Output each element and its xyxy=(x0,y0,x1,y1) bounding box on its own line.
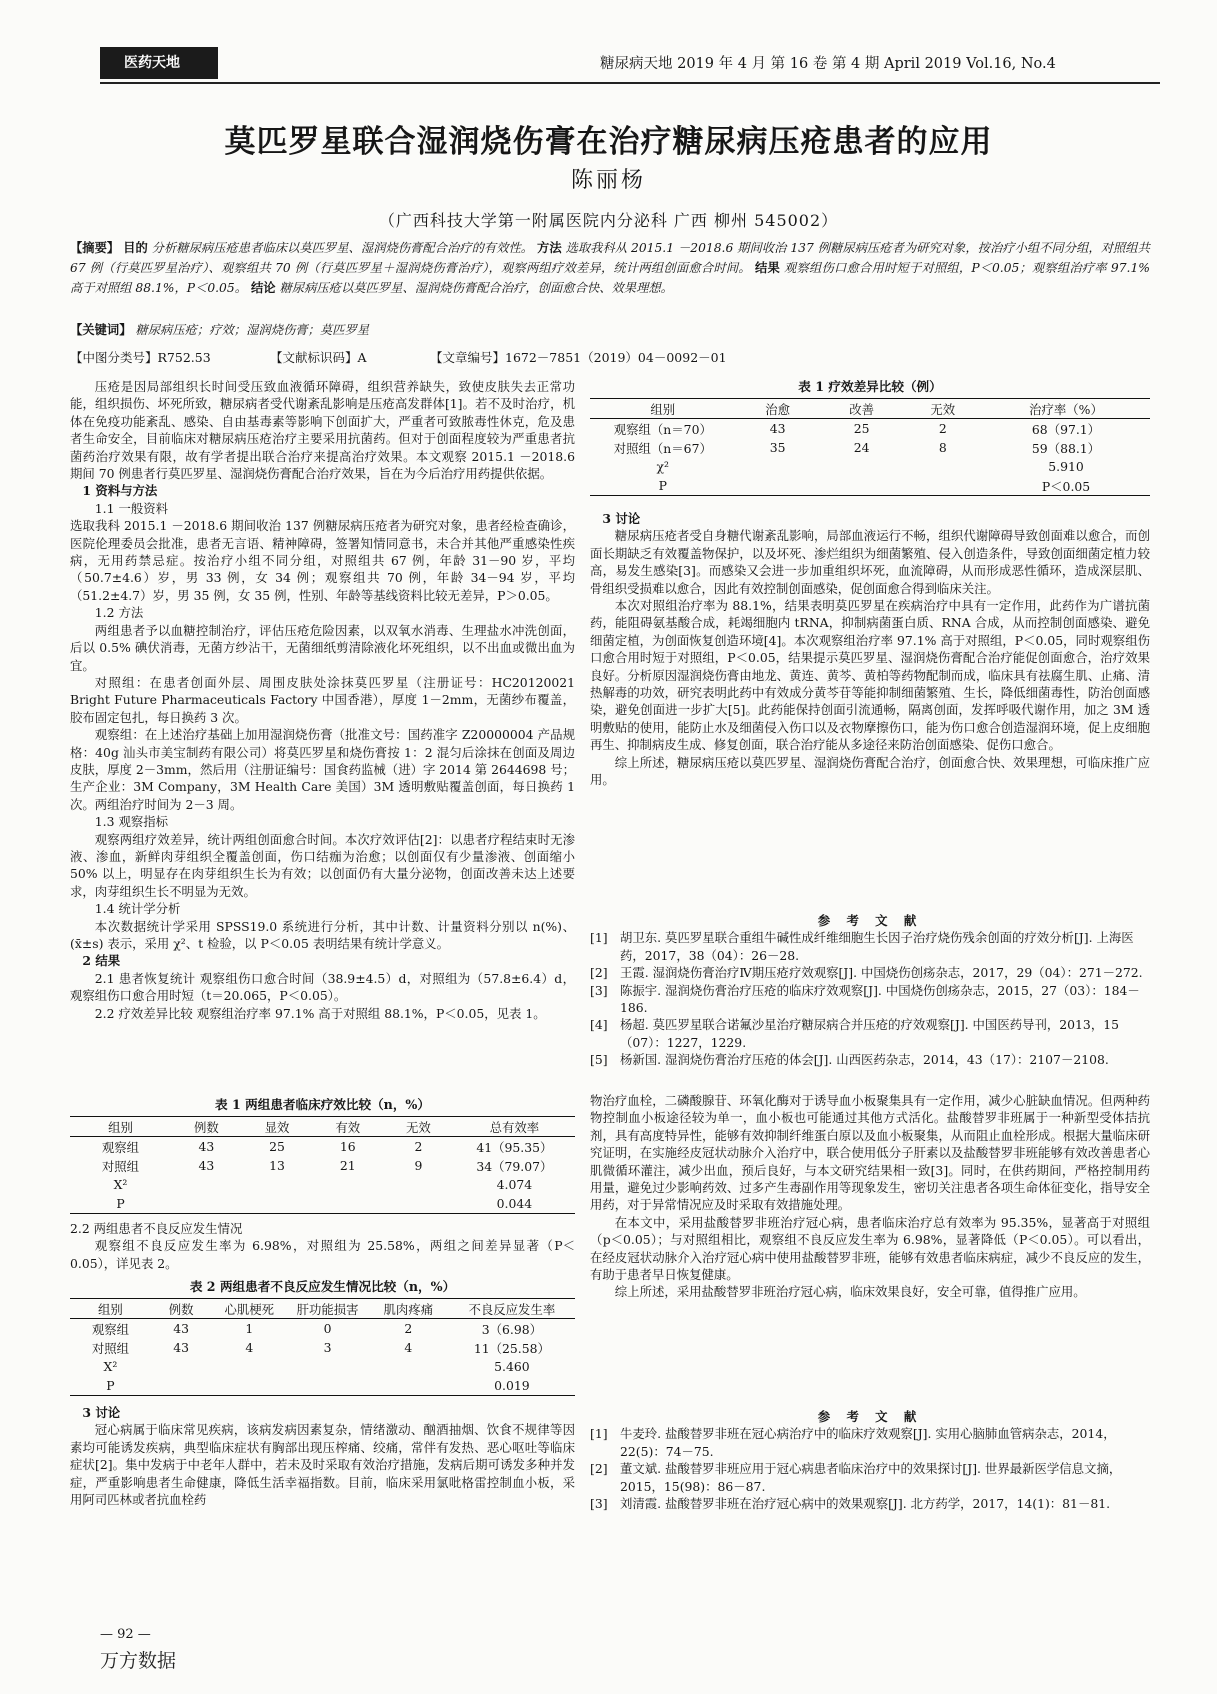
table-cell: 21 xyxy=(339,1158,356,1173)
table-cell: 8 xyxy=(938,440,947,455)
table-cell: 观察组（n＝70） xyxy=(613,421,712,437)
left-column-discussion xyxy=(70,1404,575,1508)
table-cell: 对照组（n＝67） xyxy=(613,440,712,456)
paragraph: 1.1 一般资料 xyxy=(94,500,169,516)
table-row xyxy=(590,476,1150,496)
reference-text: 陈振宇. 湿润烧伤膏治疗压疮的临床疗效观察[J]. 中国烧伤创疡杂志，2015，27（03）：184－186. xyxy=(620,982,1140,1016)
table-cell: P xyxy=(70,1376,151,1396)
table-header-cell: 不良反应发生率 xyxy=(449,1299,575,1319)
paragraph: 1.2 方法 xyxy=(94,605,144,621)
table-adverse-reactions-grid xyxy=(70,1298,575,1396)
table-cell: 43 xyxy=(173,1321,189,1336)
reference-text: 胡卫东. 莫匹罗星联合重组牛碱性成纤维细胞生长因子治疗烧伤残余创面的疗效分析[J]. 上海医药，2017，38（04）：26－28. xyxy=(620,930,1134,963)
table-cell: 43 xyxy=(769,421,786,436)
paragraph: 观察组不良反应发生率为 6.98%，对照组为 25.58%，两组之间差异显著（P＜0.05），详见表 2。 xyxy=(70,1238,575,1271)
table-header-row xyxy=(70,1299,575,1319)
reference-item xyxy=(590,1425,1150,1460)
table-cell: 41（95.35） xyxy=(476,1139,553,1155)
table-cell: 9 xyxy=(414,1158,423,1173)
paragraph: 两组患者予以血糖控制治疗，评估压疮危险因素，以双氧水消毒、生理盐水冲洗创面，后以 0.5% 碘伏消毒，无菌方纱沾干，无菌细纸剪清除液化坏死组织，以不出血或微出血为宜。 xyxy=(70,622,575,673)
reference-text: 董文斌. 盐酸替罗非班应用于冠心病患者临床治疗中的效果探讨[J]. 世界最新医学信息文摘，2015，15(98)：86－87. xyxy=(620,1461,1122,1494)
reference-number: [2] xyxy=(590,965,608,981)
reference-number: [1] xyxy=(590,930,608,946)
table-efficacy-grid xyxy=(590,398,1150,496)
left-column-upper xyxy=(70,378,575,1022)
table-header-cell: 无效 xyxy=(904,399,982,419)
table-cell xyxy=(287,1357,368,1376)
abstract-label: 【摘要】 xyxy=(70,240,120,255)
reference-text: 杨新国. 湿润烧伤膏治疗压疮的体会[J]. 山西医药杂志，2014，43（17）：2107－2108. xyxy=(620,1052,1109,1068)
table-row xyxy=(70,1376,575,1396)
table-cell: 0.019 xyxy=(449,1376,575,1396)
abstract-method-label: 方法 xyxy=(537,240,562,255)
reference-text: 王霞. 湿润烧伤膏治疗Ⅳ期压疮疗效观察[J]. 中国烧伤创疡杂志，2017，29（04）：271－272. xyxy=(620,965,1143,981)
paragraph: 对照组：在患者创面外层、周围皮肤处涂抹莫匹罗星（注册证号：HC20120021 Bright Future Pharmaceuticals Factory 中国香港），厚度 1－2mm，无菌纱布覆盖，胶布固定包扎，每日换药 3 次。 xyxy=(70,674,575,725)
table-header-row xyxy=(70,1117,575,1137)
abstract-result-label: 结果 xyxy=(754,260,780,275)
table-cell xyxy=(736,457,820,476)
paragraph: 冠心病属于临床常见疾病，该病发病因素复杂，情绪激动、酗酒抽烟、饮食不规律等因素均可能诱发疾病，典型临床症状有胸部出现压榨痛、绞痛，常伴有发热、恶心呕吐等临床症状[2]。集中发病于中老年人群中，若未及时采取有效治疗措施，发病后期可诱发多种并发症，严重影响患者生命健康，降低生活幸福指数。目前，临床采用氯吡格雷控制血小板，采用阿司匹林或者抗血栓药 xyxy=(70,1422,575,1508)
table-cell: 对照组 xyxy=(101,1158,140,1174)
section-heading: 2 结果 xyxy=(82,953,121,969)
table-cell: 4 xyxy=(245,1340,254,1355)
paragraph: 本次对照组治疗率为 88.1%，结果表明莫匹罗星在疾病治疗中具有一定作用，此药作为广谱抗菌药，能阻碍氨基酸合成，耗竭细胞内 tRNA，抑制病菌蛋白质、RNA 合成，从而控制创面感染、避免细菌定植，为创面恢复创造环境[4]。本次观察组治疗率 97.1% 高于对照组，P＜0.05，同时观察组伤口愈合用时短于对照组，P＜0.05，结果提示莫匹罗星、湿润烧伤膏配合治疗能促创面愈合，治疗效果良好。分析原因湿润烧伤膏由地龙、黄连、黄芩、黄柏等药物配制而成，临床具有祛腐生肌、止痛、清热解毒的功效，研究表明此药中有效成分黄芩苷等能抑制细菌繁殖、生长，降低细菌毒性，防治创面感染，避免创面进一步扩大[5]。此药能保持创面引流通畅，隔离创面，发挥呼吸代谢作用，加之 3M 透明敷贴的使用，能防止水及细菌侵入伤口以及衣物摩擦伤口，能为伤口愈合创造湿润环境，促上皮细胞再生、抑制病皮生成、修复创面，联合治疗能从多途径来防治创面感染、促伤口愈合。 xyxy=(590,598,1150,753)
paragraph: 1.4 统计学分析 xyxy=(94,901,181,917)
table-header-cell: 肌肉疼痛 xyxy=(368,1299,449,1319)
table-cell xyxy=(368,1376,449,1396)
reference-number: [3] xyxy=(590,982,608,998)
table-cell: 11（25.58） xyxy=(473,1340,550,1356)
table-cell: P＜0.05 xyxy=(982,476,1150,496)
table-cell: 4.074 xyxy=(496,1177,533,1192)
reference-item xyxy=(590,929,1150,964)
reference-item xyxy=(590,1051,1150,1068)
table-header-cell: 有效 xyxy=(312,1117,383,1137)
table-cell: 0.044 xyxy=(454,1194,575,1214)
table-cell: 68（97.1） xyxy=(1031,421,1101,437)
table-cell: 59（88.1） xyxy=(1031,440,1101,456)
table-cell: X² xyxy=(103,1359,118,1374)
table-cell: 43 xyxy=(173,1340,189,1355)
paragraph: 2.2 两组患者不良反应发生情况 xyxy=(70,1221,243,1236)
reference-item xyxy=(590,1460,1150,1495)
table-clinical-efficacy xyxy=(70,1094,575,1214)
table-header-cell: 心肌梗死 xyxy=(211,1299,287,1319)
section-tag: 医药天地 xyxy=(100,47,218,79)
table-cell: 2 xyxy=(938,421,947,436)
abstract-conclusion: 糖尿病压疮以莫匹罗星、湿润烧伤膏配合治疗，创面愈合快、效果理想。 xyxy=(279,281,673,295)
keywords xyxy=(70,320,1150,338)
section-heading: 3 讨论 xyxy=(602,511,641,526)
abstract-method: 选取我科从 2015.1 －2018.6 期间收治 137 例糖尿病压疮者为研究对象，按治疗小组不同分组，对照组共 67 例（行莫匹罗星治疗）、观察组共 70 例（行莫匹罗星＋湿润烧伤膏治疗），观察两组疗效差异，统计两组创面愈合时间。 xyxy=(70,241,1150,275)
table-cell: 3 xyxy=(323,1340,332,1355)
table-cell: 16 xyxy=(339,1139,356,1154)
table-cell: 13 xyxy=(269,1158,285,1173)
reference-item xyxy=(590,982,1150,1017)
table-cell: 对照组 xyxy=(91,1340,129,1356)
doc-code: 【文献标识码】A xyxy=(270,350,367,365)
watermark: 万方数据 xyxy=(100,1650,177,1672)
table-cell: 0 xyxy=(323,1321,332,1336)
paragraph: 选取我科 2015.1 －2018.6 期间收治 137 例糖尿病压疮者为研究对象，患者经检查确诊，医院伦理委员会批准，患者无言语、精神障碍，签署知情同意书，未合并其他严重感染性疾病，无用药禁忌症。按治疗小组不同分组，对照组共 67 例，年龄 31－90 岁，平均（50.7±4.6）岁，男 33 例，女 34 例；观察组共 70 例，年龄 34－94 岁，平均（51.2±4.7）岁，男 35 例，女 35 例，性别、年龄等基线资料比较无差异，P＞0.05。 xyxy=(70,518,575,603)
table-cell xyxy=(151,1376,212,1396)
right-column-upper xyxy=(590,510,1150,789)
table-cell xyxy=(904,457,982,476)
section-heading: 1 资料与方法 xyxy=(82,483,158,499)
reference-text: 杨超. 莫匹罗星联合诺氟沙星治疗糖尿病合并压疮的疗效观察[J]. 中国医药导刊，2013，15（07）：1227，1229. xyxy=(620,1017,1119,1050)
table-row xyxy=(70,1156,575,1175)
table-title: 表 1 两组患者临床疗效比较（n，%） xyxy=(215,1097,430,1112)
table-cell: 5.460 xyxy=(494,1359,530,1374)
table-cell xyxy=(736,476,820,496)
reference-text: 牛麦玲. 盐酸替罗非班在冠心病治疗中的临床疗效观察[J]. 实用心脑肺血管病杂志，2014，22(5)：74－75. xyxy=(620,1426,1116,1459)
table-row xyxy=(590,457,1150,476)
article-affiliation: （广西科技大学第一附属医院内分泌科 广西 柳州 545002） xyxy=(378,211,839,230)
table-row xyxy=(70,1175,575,1194)
table-cell xyxy=(242,1175,313,1194)
table-cell xyxy=(368,1357,449,1376)
reference-number: [4] xyxy=(590,1017,608,1033)
table-cell xyxy=(820,476,904,496)
table-cell: 3（6.98） xyxy=(481,1321,542,1337)
table-cell xyxy=(287,1376,368,1396)
paragraph: 1.3 观察指标 xyxy=(94,814,169,830)
table-cell xyxy=(312,1194,383,1214)
table-row xyxy=(590,419,1150,439)
table-header-cell: 例数 xyxy=(151,1299,212,1319)
article-number: 【文章编号】1672－7851（2019）04－0092－01 xyxy=(430,350,727,365)
abstract-purpose-label: 目的 xyxy=(123,240,148,255)
table-cell xyxy=(211,1357,287,1376)
table-header-cell: 总有效率 xyxy=(454,1117,575,1137)
table-cell: 34（79.07） xyxy=(476,1158,553,1174)
table-cell xyxy=(171,1194,242,1214)
table-adverse-reactions xyxy=(70,1276,575,1396)
reference-number: [5] xyxy=(590,1052,608,1068)
paragraph: 在本文中，采用盐酸替罗非班治疗冠心病，患者临床治疗总有效率为 95.35%，显著高于对照组（p＜0.05）；与对照组相比，观察组不良反应发生率为 6.98%，显著降低（P＜0.05）。可以看出，在经皮冠状动脉介入治疗冠心病中使用盐酸替罗非班，能够有效患者临床病症，减少不良反应的发生，有助于患者早日恢复健康。 xyxy=(590,1214,1150,1283)
table-title: 表 1 疗效差异比较（例） xyxy=(798,379,942,394)
table-efficacy xyxy=(590,376,1150,496)
table-cell xyxy=(242,1194,313,1214)
table-row xyxy=(70,1137,575,1157)
table-cell xyxy=(171,1175,242,1194)
reference-number: [1] xyxy=(590,1426,608,1442)
table-header-cell: 显效 xyxy=(242,1117,313,1137)
section-heading: 3 讨论 xyxy=(82,1405,121,1420)
table-cell xyxy=(151,1357,212,1376)
table-cell: X² xyxy=(113,1177,128,1192)
table-header-cell: 治愈 xyxy=(736,399,820,419)
reference-number: [3] xyxy=(590,1496,608,1512)
table-cell: 35 xyxy=(769,440,786,455)
paragraph: 物治疗血栓，二磷酸腺苷、环氧化酶对于诱导血小板聚集具有一定作用，减少心脏缺血情况。但两种药物控制血小板途径较为单一，血小板也可能通过其他方式活化。盐酸替罗非班属于一种新型受体拮抗剂，具有高度特异性，能够有效抑制纤维蛋白原以及血小板聚集，从而阻止血栓形成。根据大量临床研究证明，在实施经皮冠状动脉介入治疗中，联合使用低分子肝素以及盐酸替罗非班能够有效改善患者心肌微循环灌注，减少出血，预后良好，与本文研究结果相一致[3]。同时，在供药期间，严格控制用药用量，避免过少影响药效、过多产生毒副作用等现象发生，密切关注患者各项生命体征变化，指导安全用药，对于异常情况应及时采取有效措施处理。 xyxy=(590,1093,1150,1213)
paragraph: 压疮是因局部组织长时间受压致血液循环障碍，组织营养缺失，致使皮肤失去正常功能，组织损伤、坏死所致，糖尿病者受代谢紊乱影响是压疮高发群体[1]。若不及时治疗，机体在免疫功能紊乱、感染、自由基毒素等影响下创面扩大，严重者可致脓毒性休克，危及患者生命安全，目前临床对糖尿病压疮治疗主要采用抗菌药。但对于创面程度较为严重患者抗菌药治疗效果有限，故有学者提出联合治疗来提高治疗效果。本文观察 2015.1 －2018.6 期间 70 例患者行莫匹罗星、湿润烧伤膏配合治疗效果，旨在为今后治疗用药提供依据。 xyxy=(70,379,575,482)
paragraph: 综上所述，糖尿病压疮以莫匹罗星、湿润烧伤膏配合治疗，创面愈合快、效果理想，可临床推广应用。 xyxy=(590,754,1150,788)
article-author: 陈丽杨 xyxy=(570,168,646,193)
header-rule xyxy=(100,82,1160,84)
right-column-lower xyxy=(590,1092,1150,1301)
table-cell: 43 xyxy=(198,1139,215,1154)
table-cell xyxy=(904,476,982,496)
keywords-text: 糖尿病压疮；疗效；湿润烧伤膏；莫匹罗星 xyxy=(135,323,370,337)
table-cell xyxy=(211,1376,287,1396)
table-header-cell: 改善 xyxy=(820,399,904,419)
table-cell: P xyxy=(70,1194,171,1214)
references-heading: 参 考 文 献 xyxy=(817,913,923,928)
table-cell: 2 xyxy=(414,1139,423,1154)
reference-item xyxy=(590,1495,1150,1512)
reference-text: 刘清霞. 盐酸替罗非班在治疗冠心病中的效果观察[J]. 北方药学，2017，14(1)：81－81. xyxy=(620,1496,1111,1512)
table-header-row xyxy=(590,399,1150,419)
reference-item xyxy=(590,1016,1150,1051)
abstract-conclusion-label: 结论 xyxy=(250,280,276,295)
table-row xyxy=(70,1338,575,1357)
table-header-cell: 无效 xyxy=(383,1117,454,1137)
table-cell: 25 xyxy=(269,1139,285,1154)
table-cell: 1 xyxy=(245,1321,254,1336)
reference-number: [2] xyxy=(590,1461,608,1477)
clc-number: 【中图分类号】R752.53 xyxy=(70,350,211,365)
table-cell: P xyxy=(590,476,736,496)
table-cell xyxy=(383,1194,454,1214)
reference-item xyxy=(590,964,1150,981)
table-cell: χ² xyxy=(656,459,670,474)
abstract-purpose: 分析糖尿病压疮患者临床以莫匹罗星、湿润烧伤膏配合治疗的有效性。 xyxy=(151,241,534,255)
table-cell xyxy=(820,457,904,476)
table-cell: 2 xyxy=(404,1321,413,1336)
paragraph: 2.2 疗效差异比较 观察组治疗率 97.1% 高于对照组 88.1%，P＜0.05，见表 1。 xyxy=(94,1005,546,1021)
paragraph: 观察两组疗效差异，统计两组创面愈合时间。本次疗效评估[2]：以患者疗程结束时无渗液、渗血，新鲜肉芽组织全覆盖创面，伤口结痂为治愈；以创面仅有少量渗液、创面缩小 50% 以上，明显存在肉芽组织生长为有效；以创面仍有大量分泌物，创面改善未达上述要求，肉芽组织生长不明显为无效。 xyxy=(70,831,575,899)
paragraph: 观察组：在上述治疗基础上加用湿润烧伤膏（批准文号：国药准字 Z20000004 产品规格：40g 汕头市美宝制药有限公司）将莫匹罗星和烧伤膏按 1：2 混匀后涂抹在创面及周边皮肤，厚度 2－3mm，然后用（注册证编号：国食药监械（进）字 2014 第 2644698 号；生产企业：3M Company，3M Health Care 美国）3M 透明敷贴覆盖创面，每日换药 1 次。两组治疗时间为 2－3 周。 xyxy=(70,727,576,812)
table-row xyxy=(590,438,1150,457)
table-row xyxy=(70,1357,575,1376)
table-header-cell: 例数 xyxy=(171,1117,242,1137)
left-column-lower-text xyxy=(70,1220,575,1272)
table-cell: 5.910 xyxy=(1048,459,1084,474)
table-cell xyxy=(312,1175,383,1194)
table-row xyxy=(70,1319,575,1339)
paragraph: 本次数据统计学采用 SPSS19.0 系统进行分析，其中计数、计量资料分别以 n(%)、(x̄±s) 表示，采用 χ²、t 检验，以 P＜0.05 表明结果有统计学意义。 xyxy=(70,918,575,951)
table-cell: 25 xyxy=(853,421,870,436)
table-clinical-efficacy-grid xyxy=(70,1116,575,1214)
table-row xyxy=(70,1194,575,1214)
journal-info: 糖尿病天地 2019 年 4 月 第 16 卷 第 4 期 April 2019 Vol.16, No.4 xyxy=(600,56,1056,72)
table-cell: 观察组 xyxy=(101,1139,140,1155)
table-cell: 24 xyxy=(853,440,870,455)
table-title: 表 2 两组患者不良反应发生情况比较（n，%） xyxy=(189,1279,456,1294)
references-upper xyxy=(590,912,1150,1069)
paragraph: 综上所述，采用盐酸替罗非班治疗冠心病，临床效果良好，安全可靠，值得推广应用。 xyxy=(614,1284,1086,1300)
page-number: — 92 — xyxy=(100,1627,151,1642)
table-cell: 43 xyxy=(198,1158,215,1173)
abstract-result: 观察组伤口愈合用时短于对照组，P＜0.05；观察组治疗率 97.1% 高于对照组 88.1%，P＜0.05。 xyxy=(70,261,1150,295)
references-heading: 参 考 文 献 xyxy=(817,1409,923,1424)
paragraph: 2.1 患者恢复统计 观察组伤口愈合时间（38.9±4.5）d，对照组为（57.8±6.4）d，观察组伤口愈合用时短（t＝20.065，P＜0.05）。 xyxy=(70,970,575,1004)
article-title: 莫匹罗星联合湿润烧伤膏在治疗糖尿病压疮患者的应用 xyxy=(224,124,993,160)
table-header-cell: 组别 xyxy=(70,1117,171,1137)
paragraph: 糖尿病压疮者受自身糖代谢紊乱影响，局部血液运行不畅，组织代谢障碍导致创面难以愈合，而创面长期缺乏有效覆盖物保护，以及坏死、渗烂组织为细菌繁殖、侵入创造条件，导致创面细菌定植力较高，易发生感染[3]。而感染又会进一步加重组织坏死，血流障碍，从而形成恶性循环，造成深层肌、骨组织受损难以愈合，因此有效控制创面感染，促创面愈合得到临床关注。 xyxy=(590,528,1150,596)
table-cell: 4 xyxy=(404,1340,413,1355)
table-cell xyxy=(383,1175,454,1194)
abstract xyxy=(70,238,1150,298)
table-header-cell: 组别 xyxy=(590,399,736,419)
table-header-cell: 肝功能损害 xyxy=(287,1299,368,1319)
table-header-cell: 治疗率（%） xyxy=(982,399,1150,419)
keywords-label: 【关键词】 xyxy=(70,322,132,337)
table-cell: 观察组 xyxy=(91,1321,129,1337)
table-header-cell: 组别 xyxy=(70,1299,151,1319)
references-lower xyxy=(590,1408,1150,1512)
